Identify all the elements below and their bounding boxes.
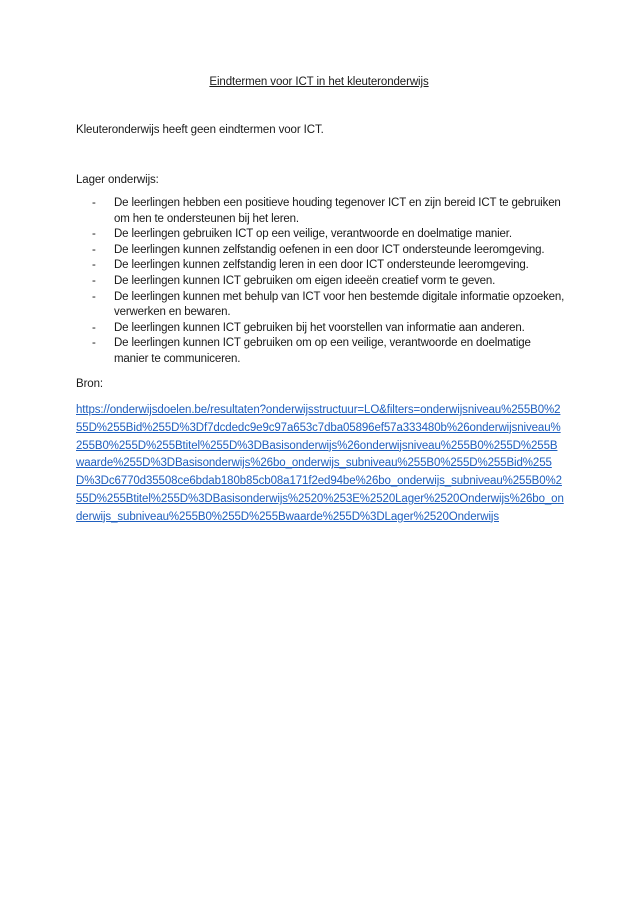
goal-item — [76, 227, 568, 243]
bullet-dash: - — [92, 274, 96, 287]
document-title: Eindtermen voor ICT in het kleuteronderwijs — [209, 76, 429, 88]
bullet-dash: - — [92, 321, 96, 334]
bullet-dash: - — [92, 197, 96, 209]
goal-item — [76, 243, 568, 259]
bullet-dash: - — [92, 228, 96, 241]
bullet-dash: - — [92, 290, 96, 303]
goal-item — [76, 290, 568, 321]
goal-item — [76, 274, 568, 290]
goal-text: De leerlingen kunnen ICT gebruiken bij het voorstellen van informatie aan anderen. — [114, 321, 525, 334]
lager-onderwijs-heading: Lager onderwijs: — [76, 174, 159, 186]
goal-text: De leerlingen hebben een positieve houding tegenover ICT en zijn bereid ICT te gebruiken om hen te ondersteunen bij het leren. — [114, 197, 561, 225]
goal-text: De leerlingen kunnen met behulp van ICT voor hen bestemde digitale informatie opzoeken, verwerken en bewaren. — [114, 290, 565, 319]
goal-text: De leerlingen kunnen ICT gebruiken om op een veilige, verantwoorde en doelmatige manier te communiceren. — [114, 337, 531, 365]
goal-text: De leerlingen kunnen zelfstandig oefenen in een door ICT ondersteunde leeromgeving. — [114, 243, 545, 256]
bullet-dash: - — [92, 259, 96, 272]
goal-text: De leerlingen gebruiken ICT op een veilige, verantwoorde en doelmatige manier. — [114, 228, 512, 241]
goal-item — [76, 196, 568, 227]
goal-text: De leerlingen kunnen zelfstandig leren in een door ICT ondersteunde leeromgeving. — [114, 259, 529, 272]
kleuteronderwijs-paragraph: Kleuteronderwijs heeft geen eindtermen voor ICT. — [76, 124, 324, 136]
goal-item — [76, 336, 568, 367]
bullet-dash: - — [92, 337, 96, 350]
bullet-dash: - — [92, 243, 96, 256]
goal-text: De leerlingen kunnen ICT gebruiken om eigen ideeën creatief vorm te geven. — [114, 274, 496, 287]
goal-item — [76, 321, 568, 337]
ict-goals-list — [76, 196, 568, 368]
source-link[interactable]: https://onderwijsdoelen.be/resultaten?onderwijsstructuur=LO&filters=onderwijsniveau%255B0%255D%255Bid%255D%3Df7dcdedc9e9c97a653c7dba05896ef57a333480b%26onderwijsniveau%255B0%255D%255Btitel%255D%3DBasisonderwijs%26onderwijsniveau%255B0%255D%255Bwaarde%255D%3DBasisonderwijs%26bo_onderwijs_subniveau%255B0%255D%255Bid%255D%3Dc6770d35508ce6bdab180b85cb08a171f2ed94be%26bo_onderwijs_subniveau%255B0%255D%255Btitel%255D%3DBasisonderwijs%2520%253E%2520Lager%2520Onderwijs%26bo_onderwijs_subniveau%255B0%255D%255Bwaarde%255D%3DLager%2520Onderwijs — [76, 404, 564, 523]
goal-item — [76, 258, 568, 274]
source-label: Bron: — [76, 378, 103, 390]
